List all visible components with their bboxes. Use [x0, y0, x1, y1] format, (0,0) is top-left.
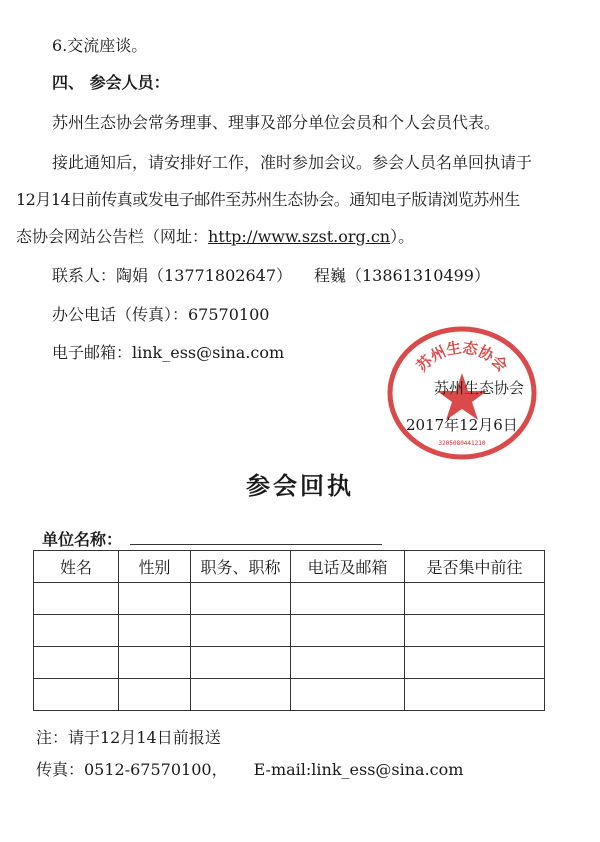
- table-cell[interactable]: [34, 679, 119, 711]
- contact-person-1: 陶娟（13771802647）: [116, 266, 292, 285]
- attendees-text: 苏州生态协会常务理事、理事及部分单位会员和个人会员代表。: [52, 113, 501, 132]
- table-cell[interactable]: [34, 615, 119, 647]
- signature-org: 苏州生态协会: [434, 379, 525, 397]
- contact-label: 联系人：: [52, 266, 117, 285]
- table-cell[interactable]: [119, 679, 191, 711]
- table-cell[interactable]: [191, 679, 291, 711]
- seal-text: 苏州生态协会: [412, 338, 512, 376]
- table-cell[interactable]: [191, 615, 291, 647]
- section-item: 6.交流座谈。: [52, 36, 148, 55]
- website-link[interactable]: http://www.szst.org.cn: [208, 227, 391, 246]
- notice-line-1: 接此通知后，请安排好工作，准时参加会议。参会人员名单回执请于: [52, 153, 533, 172]
- table-cell[interactable]: [34, 583, 119, 615]
- footer-email[interactable]: E-mail:link_ess@sina.com: [253, 760, 464, 779]
- contact-person-2: 程巍（13861310499）: [314, 266, 490, 285]
- table-row: [34, 679, 545, 711]
- notice-line-2: 12月14日前传真或发电子邮件至苏州生态协会。通知电子版请浏览苏州生: [16, 190, 520, 209]
- signature-date: 2017年12月6日: [406, 416, 518, 434]
- col-header-gender: 性别: [119, 551, 191, 583]
- table-cell[interactable]: [119, 615, 191, 647]
- col-header-name: 姓名: [34, 551, 119, 583]
- office-phone: 办公电话（传真）：67570100: [52, 305, 270, 324]
- col-header-title: 职务、职称: [191, 551, 291, 583]
- table-row: [34, 615, 545, 647]
- table-cell[interactable]: [291, 647, 405, 679]
- footer-fax: 传真：0512-67570100，: [36, 760, 228, 779]
- table-cell[interactable]: [291, 679, 405, 711]
- table-cell[interactable]: [291, 615, 405, 647]
- table-cell[interactable]: [405, 647, 545, 679]
- svg-text:苏州生态协会: [413, 339, 511, 376]
- seal-code: 3205080441210: [438, 440, 486, 447]
- table-row: [34, 647, 545, 679]
- table-cell[interactable]: [191, 583, 291, 615]
- table-cell[interactable]: [119, 583, 191, 615]
- col-header-travel: 是否集中前往: [405, 551, 545, 583]
- table-cell[interactable]: [405, 615, 545, 647]
- reply-table-header: [34, 551, 545, 583]
- notice-line-3-prefix: 态协会网站公告栏（网址：: [16, 227, 209, 246]
- reply-form-title: 参会回执: [246, 472, 354, 500]
- contact-line: [52, 263, 490, 286]
- table-cell[interactable]: [405, 583, 545, 615]
- footer-contact: [36, 757, 463, 780]
- section-heading: 四、 参会人员：: [52, 73, 170, 92]
- table-cell[interactable]: [119, 647, 191, 679]
- contact-email: 电子邮箱：link_ess@sina.com: [52, 343, 285, 362]
- unit-name-label: 单位名称：: [42, 530, 123, 549]
- unit-name-field[interactable]: [130, 544, 382, 545]
- table-cell[interactable]: [191, 647, 291, 679]
- table-cell[interactable]: [405, 679, 545, 711]
- table-row: [34, 583, 545, 615]
- notice-line-3-suffix: ）。: [390, 227, 415, 246]
- col-header-contact: 电话及邮箱: [291, 551, 405, 583]
- reply-table: [33, 550, 545, 711]
- table-cell[interactable]: [291, 583, 405, 615]
- notice-line-3: [16, 224, 414, 247]
- footer-note: 注：请于12月14日前报送: [36, 728, 221, 747]
- table-cell[interactable]: [34, 647, 119, 679]
